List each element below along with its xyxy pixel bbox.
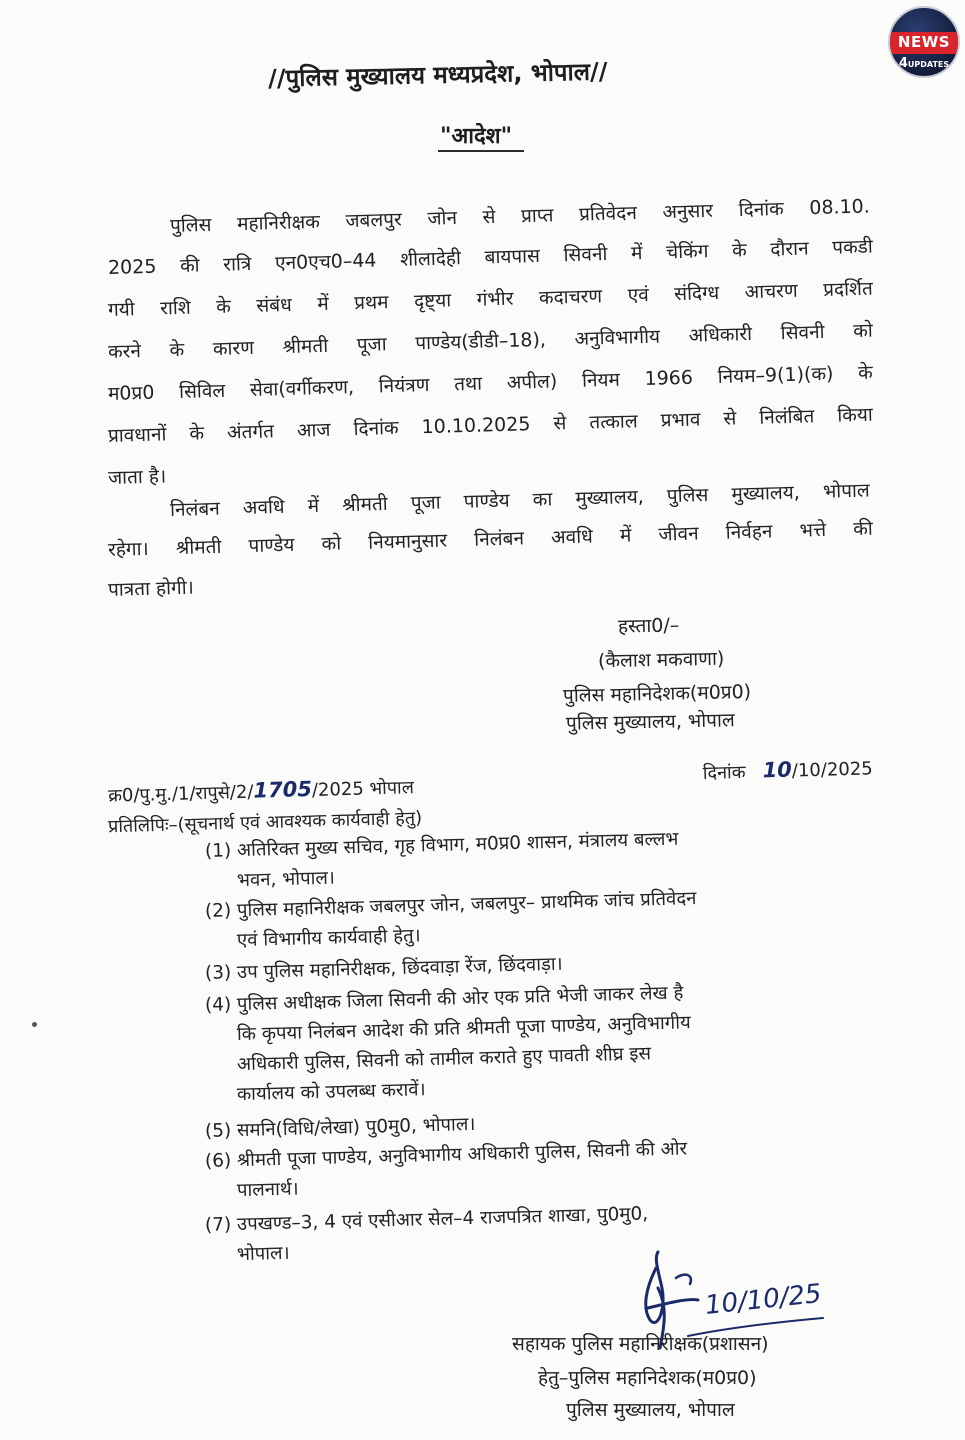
copy-line: (4) पुलिस अधीक्षक जिला सिवनी की ओर एक प्रति भेजी जाकर लेख है xyxy=(204,982,684,1016)
signatory-office: पुलिस मुख्यालय, भोपाल xyxy=(565,709,735,735)
para2-line: निलंबन अवधि में श्रीमती पूजा पाण्डेय का मुख्यालय, पुलिस मुख्यालय, भोपाल xyxy=(169,479,871,521)
para1-line: पुलिस महानिरीक्षक जबलपुर जोन से प्राप्त प्रतिवेदन अनुसार दिनांक 08.10. xyxy=(169,195,871,237)
logo-sub xyxy=(890,56,958,71)
copy-line: (7) उपखण्ड–3, 4 एवं एसीआर सेल–4 राजपत्रित शाखा, पु0मु0, xyxy=(204,1203,649,1236)
date-label: दिनांक xyxy=(702,761,746,785)
signatory-name: (कैलाश मकवाणा) xyxy=(597,647,725,673)
para1-line: 2025 की रात्रि एन0एच0–44 शीलादेही बायपास सिवनी में चेकिंग के दौरान पकडी xyxy=(107,235,874,279)
assistant-office: पुलिस मुख्यालय, भोपाल xyxy=(566,1399,735,1421)
news-logo[interactable] xyxy=(888,6,960,78)
date-rest: /10/2025 xyxy=(791,758,874,782)
signed-mark: हस्ता0/– xyxy=(617,614,680,638)
para1-line: जाता है। xyxy=(107,465,167,489)
logo-suffix: UPDATES xyxy=(907,60,950,69)
copy-line: (1) अतिरिक्त मुख्य सचिव, गृह विभाग, म0प्र0 शासन, मंत्रालय बल्लभ xyxy=(204,828,679,862)
assistant-for: हेतु–पुलिस महानिदेशक(म0प्र0) xyxy=(538,1367,757,1389)
copy-line: (5) समनि(विधि/लेखा) पु0मु0, भोपाल। xyxy=(204,1113,476,1142)
copy-line: भवन, भोपाल। xyxy=(236,867,336,892)
para1-line: प्रावधानों के अंतर्गत आज दिनांक 10.10.2025 से तत्काल प्रभाव से निलंबित किया xyxy=(107,403,874,447)
copy-line: कार्यालय को उपलब्ध करावें। xyxy=(236,1079,426,1106)
stray-mark xyxy=(32,1022,37,1027)
para1-line: करने के कारण श्रीमती पूजा पाण्डेय(डीडी–18), अनुविभागीय अधिकारी सिवनी को xyxy=(107,319,874,363)
reference-number: 1705 xyxy=(253,776,313,803)
order-heading: "आदेश" xyxy=(440,124,513,149)
para1-line: गयी राशि के संबंध में प्रथम दृष्ट्या गंभीर कदाचरण एवं संदिग्ध आचरण प्रदर्शित xyxy=(107,277,874,321)
copy-item-4 xyxy=(204,982,845,1112)
para2-line: रहेगा। श्रीमती पाण्डेय को नियमानुसार निलंबन अवधि में जीवन निर्वहन भत्ते की xyxy=(107,517,874,561)
para1-line: म0प्र0 सिविल सेवा(वर्गीकरण, नियंत्रण तथा अपील) नियम 1966 नियम–9(1)(क) के xyxy=(107,361,874,405)
logo-word: NEWS xyxy=(897,33,951,51)
order-underline xyxy=(438,150,524,152)
para2-line: पात्रता होगी। xyxy=(107,576,195,601)
reference-date xyxy=(702,755,873,785)
copy-line: (3) उप पुलिस महानिरीक्षक, छिंदवाड़ा रेंज, छिंदवाड़ा। xyxy=(204,953,563,984)
signatory-designation: पुलिस महानिदेशक(म0प्र0) xyxy=(562,681,752,707)
copy-line: (6) श्रीमती पूजा पाण्डेय, अनुविभागीय अधिकारी पुलिस, सिवनी की ओर xyxy=(204,1138,688,1172)
copy-line: एवं विभागीय कार्यवाही हेतु। xyxy=(236,925,421,952)
copy-line: भोपाल। xyxy=(236,1242,290,1266)
copy-line: (2) पुलिस महानिरीक्षक जबलपुर जोन, जबलपुर– प्राथमिक जांच प्रतिवेदन xyxy=(204,888,697,922)
copy-line: कि कृपया निलंबन आदेश की प्रति श्रीमती पूजा पाण्डेय, अनुविभागीय xyxy=(236,1012,691,1046)
assistant-designation: सहायक पुलिस महानिरीक्षक(प्रशासन) xyxy=(512,1333,769,1355)
copy-line: पालनार्थ। xyxy=(236,1178,299,1202)
signature-date: 10/10/25 xyxy=(703,1278,823,1321)
copy-line: अधिकारी पुलिस, सिवनी को तामील कराते हुए पावती शीघ्र इस xyxy=(236,1043,652,1076)
reference-line xyxy=(107,757,874,807)
reference-prefix: क्र0/पु.मु./1/रापुसे/2/ xyxy=(107,781,254,807)
copy-heading: प्रतिलिपिः–(सूचनार्थ एवं आवश्यक कार्यवाही हेतु) xyxy=(107,807,423,838)
date-day: 10 xyxy=(762,757,793,783)
reference-suffix: /2025 भोपाल xyxy=(311,777,415,801)
logo-number: 4 xyxy=(898,56,908,71)
document-title: //पुलिस मुख्यालय मध्यप्रदेश, भोपाल// xyxy=(267,57,608,93)
